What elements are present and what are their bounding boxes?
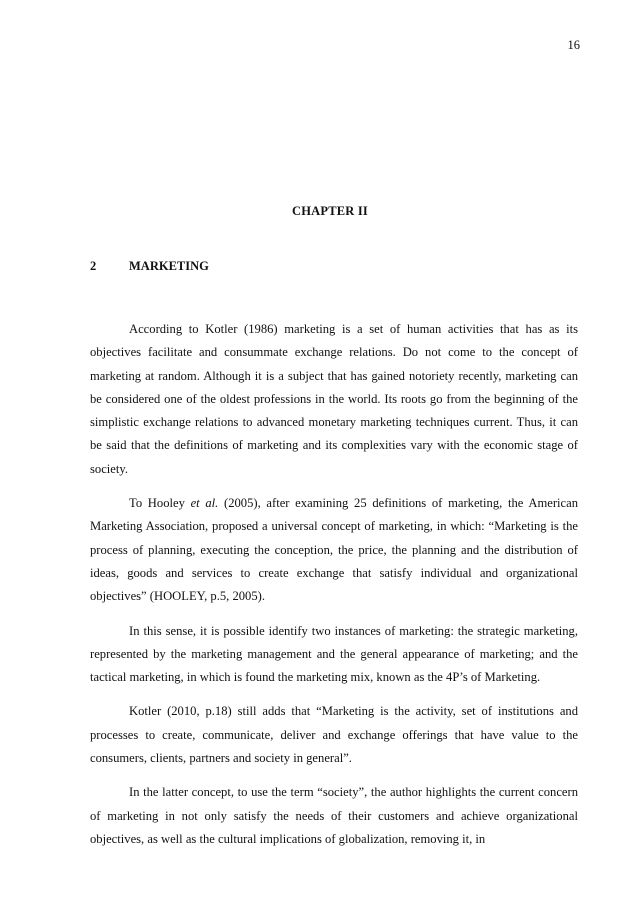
paragraph: Kotler (2010, p.18) still adds that “Marketing is the activity, set of institutions and processes to create, communicate, deliver and exchange offerings that have value to the consumers, clients, partners and society in general”.	[90, 704, 578, 766]
paragraph	[90, 492, 578, 608]
paragraph: According to Kotler (1986) marketing is a set of human activities that has as its objectives facilitate and consummate exchange relations. Do not come to the concept of marketing at random. Although it is a subject that has gained notoriety recently, marketing can be considered one of the oldest professions in the world. Its roots go from the beginning of the simplistic exchange relations to advanced monetary marketing techniques current. Thus, it can be said that the definitions of marketing and its complexities vary with the economic stage of society.	[90, 322, 578, 476]
paragraph-text: To Hooley	[129, 496, 191, 511]
page-number: 16	[567, 38, 580, 52]
section-number: 2	[90, 259, 97, 273]
paragraph: In the latter concept, to use the term “society”, the author highlights the current concern of marketing in not only satisfy the needs of their customers and achieve organizational objectives, as well as the cultural implications of globalization, removing it, in	[90, 785, 578, 846]
section-heading	[90, 259, 209, 274]
italic-text: et al.	[190, 496, 219, 511]
body-text	[90, 318, 578, 862]
paragraph: In this sense, it is possible identify two instances of marketing: the strategic marketing, represented by the marketing management and the general appearance of marketing; and the tactical marketing, in which is found the marketing mix, known as the 4P’s of Marketing.	[90, 623, 578, 685]
chapter-title: CHAPTER II	[292, 204, 368, 218]
paragraph-text: (2005), after examining 25 definitions of marketing, the American Marketing Association, proposed a universal concept of marketing, in which: “Marketing is the process of planning, executing the conception, the price, the planning and the distribution of ideas, goods and services to create exchange that satisfy individual and organizational objectives” (HOOLEY, p.5, 2005).	[90, 496, 578, 604]
section-title: MARKETING	[129, 259, 209, 273]
